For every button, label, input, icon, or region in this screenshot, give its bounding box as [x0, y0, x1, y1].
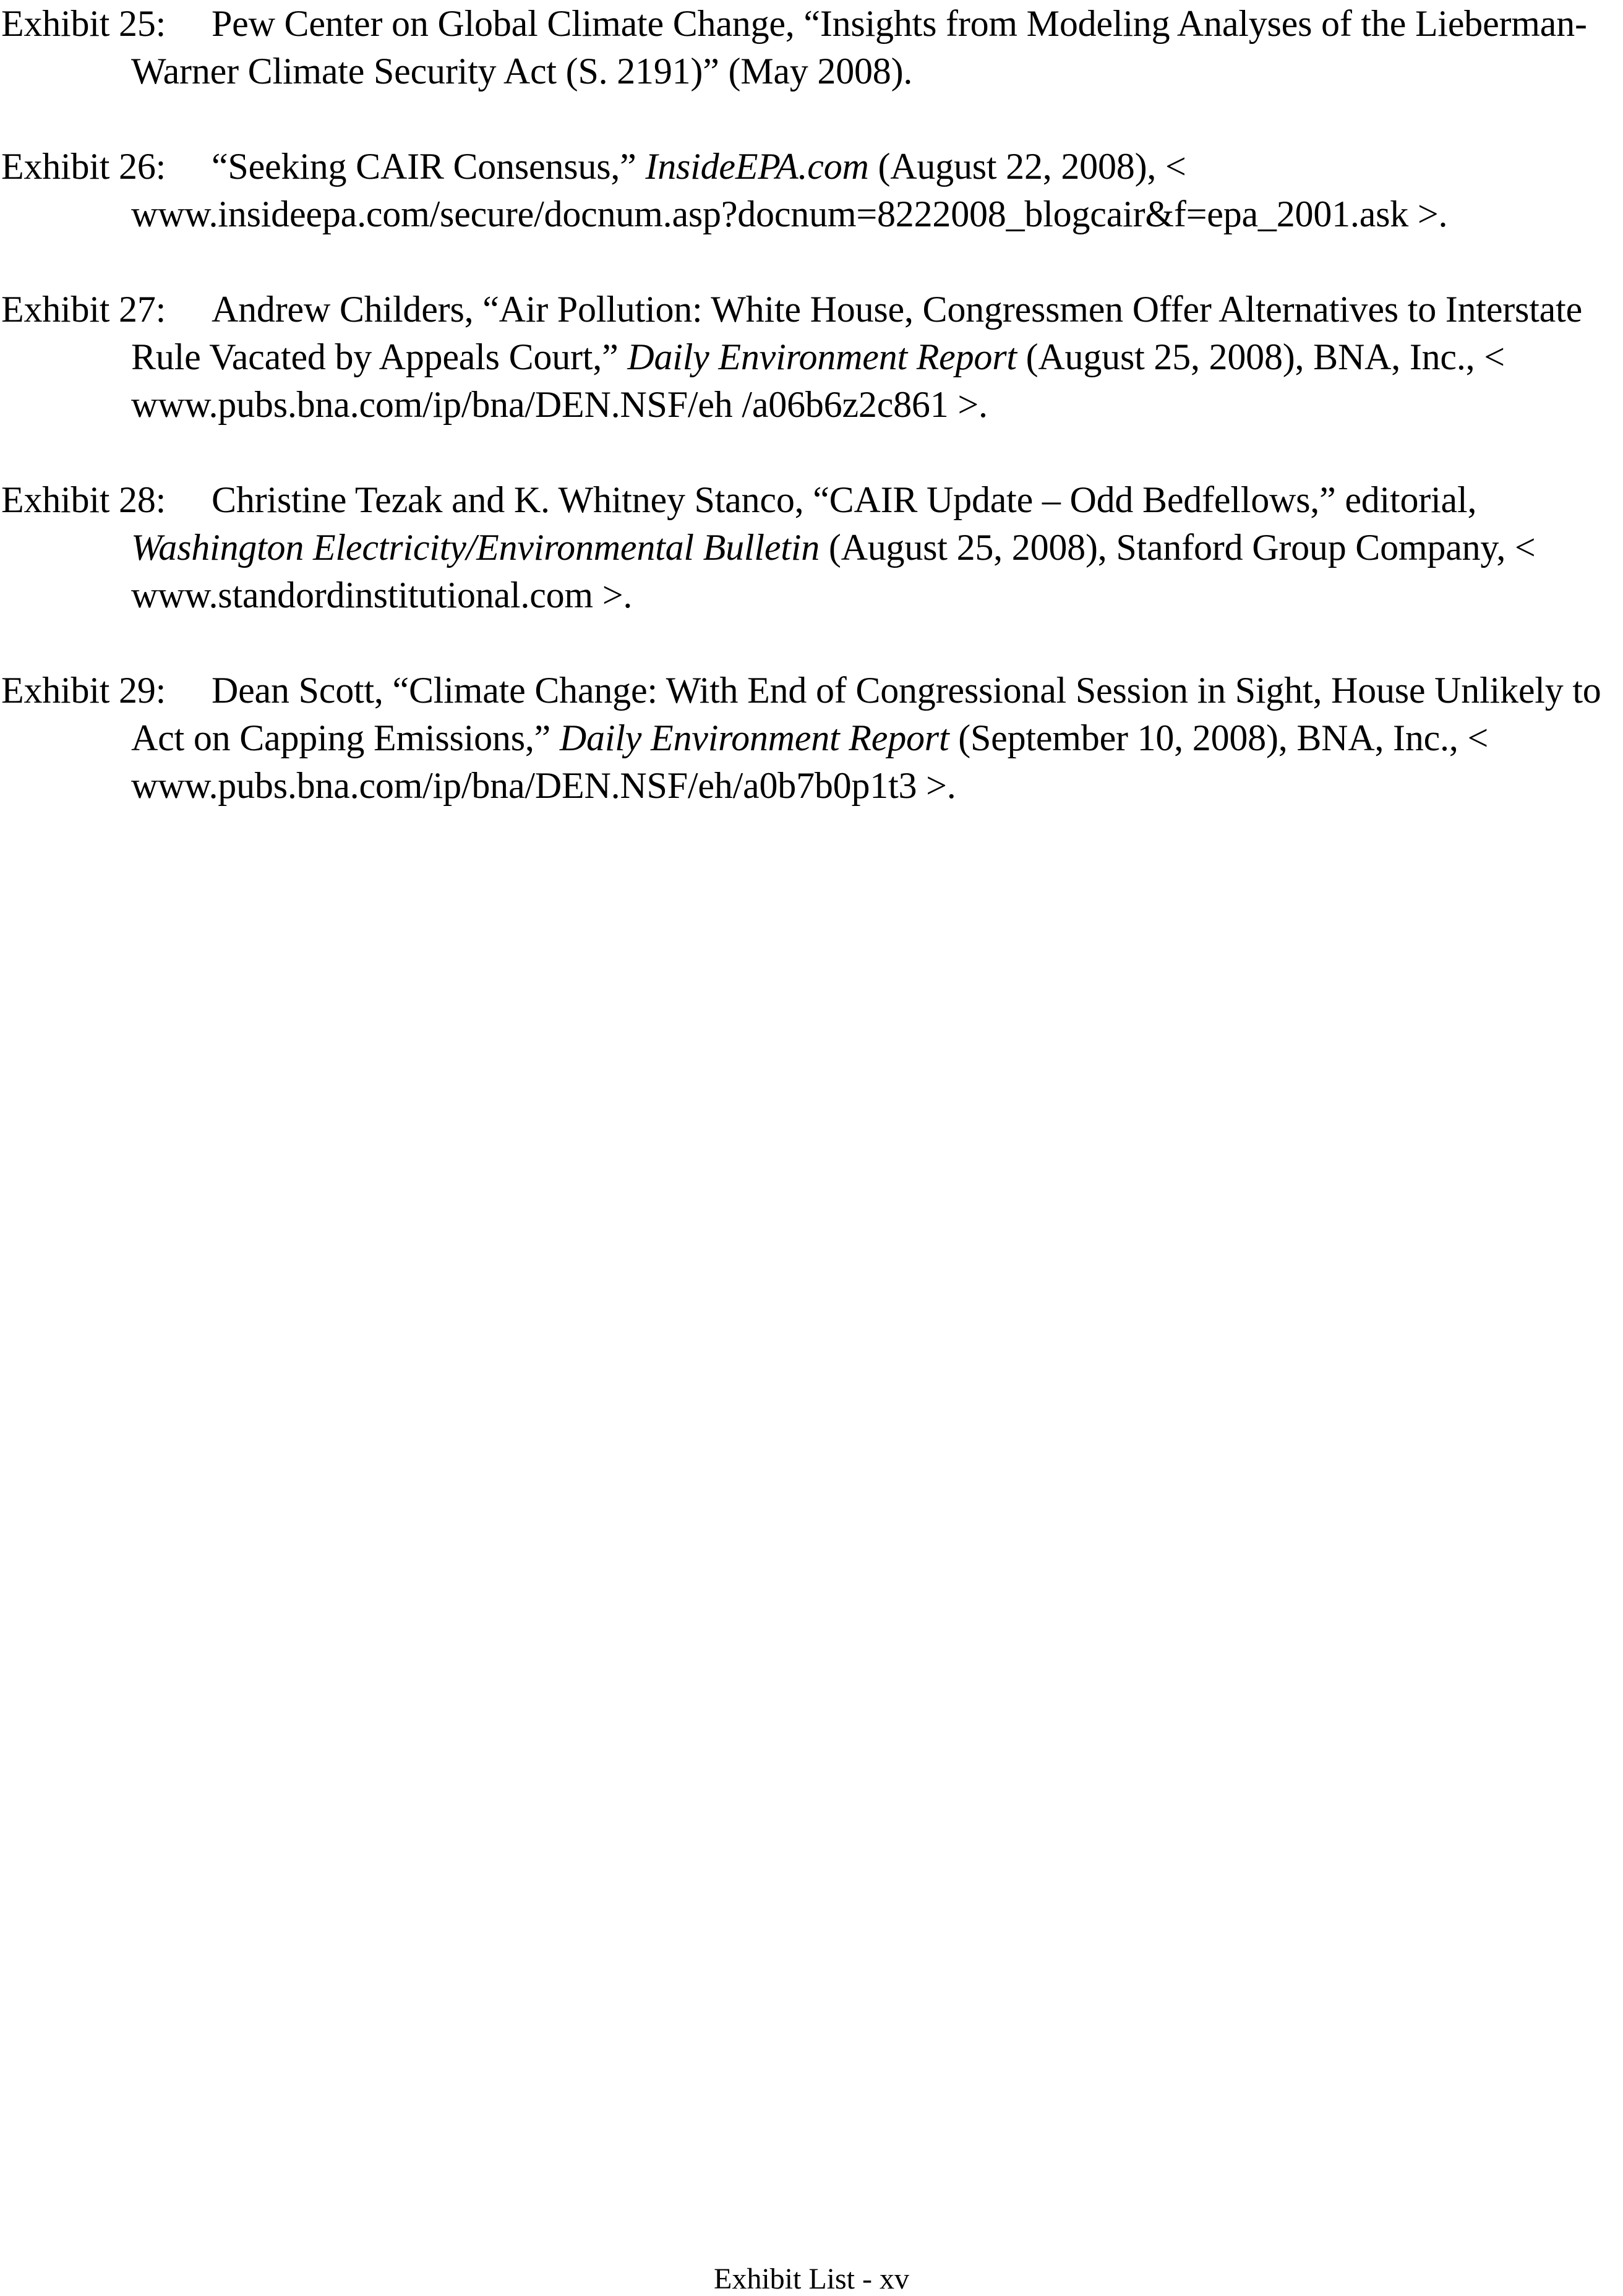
- exhibit-citation: Pew Center on Global Climate Change, “Insights from Modeling Analyses of the Lieberman-Warner Climate Security Act (S. 2191)” (May 2008).: [131, 3, 1587, 92]
- exhibit-citation-tail: (August 25, 2008), BNA, Inc., < www.pubs.bna.com/ip/bna/DEN.NSF/eh /a06b6z2c861 >.: [131, 336, 1505, 425]
- exhibit-publication: Daily Environment Report: [627, 336, 1017, 377]
- exhibit-citation-tail: (September 10, 2008), BNA, Inc., < www.pubs.bna.com/ip/bna/DEN.NSF/eh/a0b7b0p1t3 >.: [131, 718, 1489, 806]
- exhibit-label: Exhibit 27:: [1, 289, 166, 330]
- exhibit-citation: Christine Tezak and K. Whitney Stanco, “CAIR Update – Odd Bedfellows,” editorial,: [212, 479, 1477, 520]
- exhibit-citation-tail: (August 25, 2008), Stanford Group Company, < www.standordinstitutional.com >.: [131, 527, 1536, 615]
- page-footer: Exhibit List - xv: [714, 2263, 909, 2295]
- exhibit-entry-28: [1, 476, 1616, 619]
- exhibit-publication: InsideEPA.com: [645, 146, 869, 187]
- exhibit-label: Exhibit 25:: [1, 3, 166, 44]
- exhibit-publication: Washington Electricity/Environmental Bulletin: [131, 527, 820, 568]
- exhibit-label: Exhibit 29:: [1, 670, 166, 711]
- exhibit-citation: Dean Scott, “Climate Change: With End of Congressional Session in Sight, House Unlikely to Act on Capping Emissions,”: [131, 670, 1601, 758]
- exhibit-citation: Andrew Childers, “Air Pollution: White House, Congressmen Offer Alternatives to Interstate Rule Vacated by Appeals Court,”: [131, 289, 1583, 377]
- exhibit-entry-27: [1, 286, 1616, 429]
- exhibit-entry-29: [1, 667, 1616, 810]
- exhibit-label: Exhibit 28:: [1, 479, 166, 520]
- exhibit-label: Exhibit 26:: [1, 146, 166, 187]
- exhibit-publication: Daily Environment Report: [559, 718, 949, 758]
- exhibit-citation-tail: (August 22, 2008), < www.insideepa.com/secure/docnum.asp?docnum=8222008_blogcair&f=epa_2001.ask >.: [131, 146, 1448, 234]
- exhibit-entry-25: [1, 0, 1616, 95]
- exhibit-citation: “Seeking CAIR Consensus,”: [212, 146, 646, 187]
- exhibit-list: [1, 0, 1616, 857]
- exhibit-entry-26: [1, 143, 1616, 238]
